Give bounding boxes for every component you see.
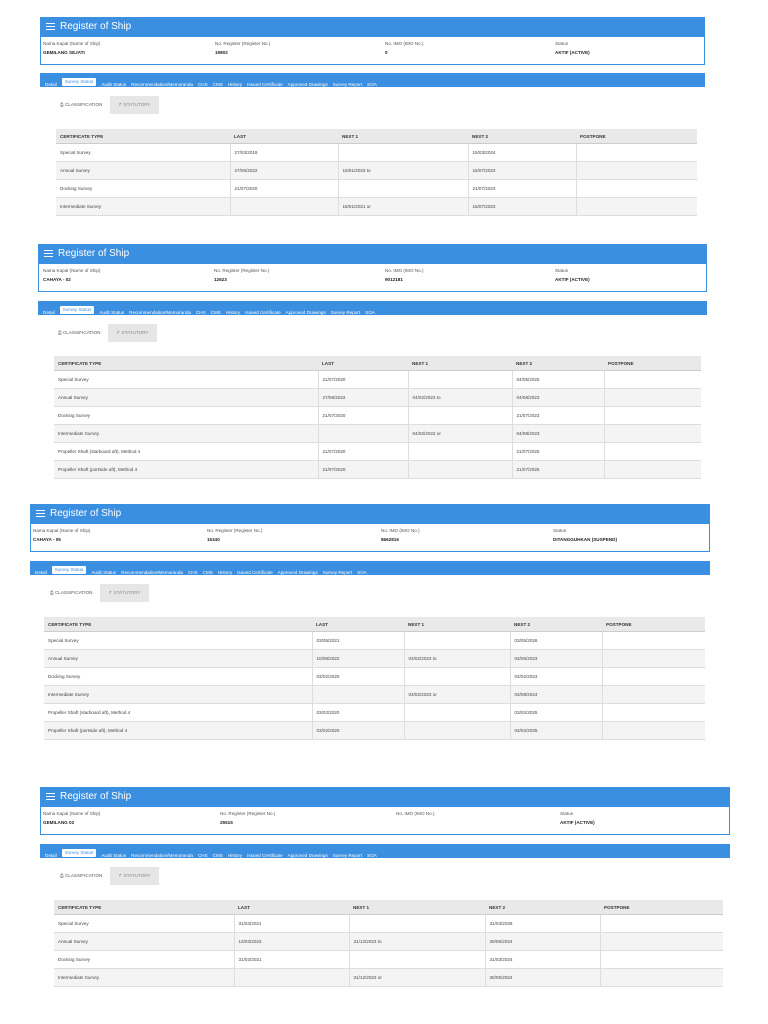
tab-survey-report[interactable]: Survey Report xyxy=(332,82,363,87)
table-row xyxy=(44,668,705,686)
tab-cms[interactable]: CMS xyxy=(212,82,223,87)
classification-button[interactable] xyxy=(52,96,110,114)
register-number-label: No. Register (Register No.) xyxy=(214,268,270,273)
print-icon: ⎙ xyxy=(60,102,65,107)
table-cell xyxy=(602,704,705,722)
share-icon: ↱ xyxy=(108,590,114,595)
table-cell: 03/02/2020 xyxy=(312,704,404,722)
column-header: NEXT 1 xyxy=(349,900,485,915)
tab-issued-certificate[interactable]: Issued Certificate xyxy=(245,310,281,315)
column-header: NEXT 2 xyxy=(485,900,600,915)
table-cell: 04/08/2023 xyxy=(512,425,604,443)
classification-toggle xyxy=(52,93,159,114)
ship-name-cell xyxy=(43,807,100,826)
statutory-label: STATUTORY xyxy=(123,102,151,107)
register-number-cell xyxy=(215,37,270,56)
table-header-row xyxy=(56,129,697,144)
register-title: Register of Ship xyxy=(60,21,132,32)
table-cell: 30/06/2024 xyxy=(485,969,600,987)
table-cell: 04/05/2025 xyxy=(512,371,604,389)
table-row xyxy=(44,632,705,650)
table-cell xyxy=(234,969,349,987)
register-header xyxy=(40,17,705,37)
imo-number-label: No. IMO (IMO No.) xyxy=(381,528,420,533)
tab-audit-status[interactable]: Audit Status xyxy=(99,310,125,315)
tab-bar xyxy=(30,561,710,575)
table-cell: 03/02/2023 or xyxy=(404,686,510,704)
tab-survey-status[interactable]: Survey Status xyxy=(62,78,97,86)
table-header-row xyxy=(54,356,701,371)
table-cell: 31/12/2023 to xyxy=(349,933,485,951)
table-cell xyxy=(602,722,705,740)
register-number-label: No. Register (Register No.) xyxy=(215,41,271,46)
survey-status-content xyxy=(38,315,707,487)
table-cell: 31/03/2026 xyxy=(485,915,600,933)
table-cell xyxy=(338,144,468,162)
table-row xyxy=(54,915,723,933)
table-header-row xyxy=(44,617,705,632)
ship-status-value: AKTIF (ACTIVE) xyxy=(560,820,595,825)
register-header xyxy=(40,787,730,807)
share-icon: ↱ xyxy=(116,330,122,335)
share-icon: ↱ xyxy=(118,102,124,107)
register-number-value: 25515 xyxy=(220,820,233,825)
table-cell xyxy=(600,915,723,933)
tab-recommendation-memoranda[interactable]: Recommendation/Memoranda xyxy=(121,570,183,575)
table-cell: Intermediate Survey xyxy=(44,686,312,704)
table-cell xyxy=(408,461,512,479)
table-cell xyxy=(404,704,510,722)
table-cell: 21/07/2020 xyxy=(230,180,338,198)
register-number-cell xyxy=(214,264,269,283)
table-cell: Annual Survey xyxy=(54,389,318,407)
table-cell xyxy=(576,180,697,198)
ship-status-value: DITANGGUHKAN (SUSPEND) xyxy=(553,537,617,542)
table-cell: Docking Survey xyxy=(54,951,234,969)
imo-number-label: No. IMO (IMO No.) xyxy=(385,41,424,46)
register-title: Register of Ship xyxy=(58,248,130,259)
table-row xyxy=(44,686,705,704)
table-cell xyxy=(602,650,705,668)
classification-label: CLASSIFICATION xyxy=(54,590,93,595)
tab-survey-status[interactable]: Survey Status xyxy=(52,566,87,574)
table-cell xyxy=(408,443,512,461)
table-row xyxy=(56,198,697,216)
table-cell: 03/05/2026 xyxy=(510,632,602,650)
tab-chs[interactable]: CHS xyxy=(195,310,206,315)
table-cell xyxy=(576,162,697,180)
tab-audit-status[interactable]: Audit Status xyxy=(101,82,127,87)
ship-status-value: AKTIF (ACTIVE) xyxy=(555,277,590,282)
classification-button[interactable] xyxy=(52,867,110,885)
table-cell: Propeller Shaft (portside aft), Method 4 xyxy=(54,461,318,479)
table-cell: 03/02/2025 xyxy=(510,722,602,740)
table-cell: 27/06/2022 xyxy=(230,162,338,180)
tab-bar xyxy=(40,844,730,858)
classification-toggle xyxy=(42,581,149,602)
survey-status-table xyxy=(54,356,701,479)
imo-number-value: 0 xyxy=(385,50,388,55)
table-cell: 03/05/2021 xyxy=(312,632,404,650)
ship-name-cell xyxy=(43,264,100,283)
tab-chs[interactable]: CHS xyxy=(187,570,198,575)
table-cell: Propeller Shaft (portside aft), Method 4 xyxy=(44,722,312,740)
ship-name-cell xyxy=(43,37,100,56)
table-cell xyxy=(338,180,468,198)
tab-survey-report[interactable]: Survey Report xyxy=(330,310,361,315)
table-cell: 21/07/2020 xyxy=(318,443,408,461)
ship-info-bar xyxy=(40,807,730,835)
table-cell: 13/03/2023 xyxy=(234,933,349,951)
statutory-button[interactable] xyxy=(110,96,158,114)
tab-bar xyxy=(38,301,707,315)
ship-status-label: Status xyxy=(560,811,574,816)
statutory-button[interactable] xyxy=(108,324,156,342)
ship-name-label: Nama Kapal (Name of Ship) xyxy=(33,528,91,533)
tab-approved-drawings[interactable]: Approved Drawings xyxy=(277,570,318,575)
table-cell: 03/02/2023 to xyxy=(404,650,510,668)
register-title: Register of Ship xyxy=(60,791,132,802)
hamburger-menu-icon[interactable] xyxy=(46,791,55,802)
tab-soa[interactable]: SOA xyxy=(367,82,377,87)
tab-approved-drawings[interactable]: Approved Drawings xyxy=(287,82,328,87)
table-cell: 21/07/2025 xyxy=(512,461,604,479)
tab-chs[interactable]: CHS xyxy=(197,853,208,858)
table-cell: 15/01/2023 to xyxy=(338,162,468,180)
table-cell xyxy=(408,407,512,425)
column-header: CERTIFICATE TYPE xyxy=(54,900,234,915)
table-cell: 04/02/2022 or xyxy=(408,425,512,443)
imo-number-cell xyxy=(396,807,435,819)
table-cell: Intermediate Survey xyxy=(54,969,234,987)
classification-toggle xyxy=(52,864,159,885)
tab-history[interactable]: History xyxy=(217,570,233,575)
statutory-label: STATUTORY xyxy=(123,873,151,878)
table-row xyxy=(56,144,697,162)
ship-name-label: Nama Kapal (Name of Ship) xyxy=(43,41,101,46)
column-header: CERTIFICATE TYPE xyxy=(56,129,230,144)
table-cell: Annual Survey xyxy=(44,650,312,668)
table-cell: 31/03/2021 xyxy=(234,951,349,969)
table-row xyxy=(54,951,723,969)
table-row xyxy=(54,443,701,461)
column-header: NEXT 1 xyxy=(408,356,512,371)
column-header: POSTPONE xyxy=(602,617,705,632)
tab-survey-report[interactable]: Survey Report xyxy=(332,853,363,858)
table-row xyxy=(54,407,701,425)
imo-number-cell xyxy=(385,37,424,56)
ship-info-bar xyxy=(38,264,707,292)
ship-status-label: Status xyxy=(553,528,567,533)
table-cell xyxy=(230,198,338,216)
table-cell: 03/02/2025 xyxy=(510,704,602,722)
table-cell xyxy=(349,951,485,969)
register-title: Register of Ship xyxy=(50,508,122,519)
ship-name-label: Nama Kapal (Name of Ship) xyxy=(43,811,101,816)
ship-info-bar xyxy=(40,37,705,65)
ship-status-cell xyxy=(555,37,590,56)
tab-survey-status[interactable]: Survey Status xyxy=(60,306,95,314)
imo-number-cell xyxy=(381,524,420,543)
tab-survey-status[interactable]: Survey Status xyxy=(62,849,97,857)
tab-cms[interactable]: CMS xyxy=(210,310,221,315)
ship-status-value: AKTIF (ACTIVE) xyxy=(555,50,590,55)
table-cell: 31/03/2024 xyxy=(485,951,600,969)
tab-audit-status[interactable]: Audit Status xyxy=(91,570,117,575)
tab-detail[interactable]: Detail xyxy=(45,853,57,858)
table-cell xyxy=(602,632,705,650)
table-cell: Special Survey xyxy=(54,915,234,933)
tab-cms[interactable]: CMS xyxy=(212,853,223,858)
table-cell xyxy=(604,461,701,479)
table-row xyxy=(56,180,697,198)
table-cell: 03/06/2023 xyxy=(510,650,602,668)
tab-history[interactable]: History xyxy=(227,82,243,87)
survey-status-table xyxy=(56,129,697,216)
imo-number-label: No. IMO (IMO No.) xyxy=(396,811,435,816)
table-cell xyxy=(408,371,512,389)
imo-number-label: No. IMO (IMO No.) xyxy=(385,268,424,273)
survey-status-table xyxy=(44,617,705,740)
table-row xyxy=(56,162,697,180)
ship-status-cell xyxy=(553,524,617,543)
table-cell xyxy=(604,389,701,407)
tab-recommendation-memoranda[interactable]: Recommendation/Memoranda xyxy=(129,310,191,315)
table-cell: Docking Survey xyxy=(44,668,312,686)
statutory-button[interactable] xyxy=(100,584,148,602)
register-number-label: No. Register (Register No.) xyxy=(220,811,276,816)
table-cell: 03/02/2023 xyxy=(510,668,602,686)
table-cell: 21/07/2023 xyxy=(468,180,576,198)
column-header: NEXT 1 xyxy=(338,129,468,144)
print-icon: ⎙ xyxy=(60,873,65,878)
classification-label: CLASSIFICATION xyxy=(64,102,103,107)
register-number-cell xyxy=(207,524,262,543)
ship-name-cell xyxy=(33,524,90,543)
table-cell: Annual Survey xyxy=(56,162,230,180)
hamburger-menu-icon[interactable] xyxy=(36,508,45,519)
table-cell xyxy=(604,371,701,389)
statutory-button[interactable] xyxy=(110,867,158,885)
tab-issued-certificate[interactable]: Issued Certificate xyxy=(237,570,273,575)
ship-info-bar xyxy=(30,524,710,552)
table-cell: 21/07/2020 xyxy=(318,407,408,425)
table-cell: 10/06/2022 xyxy=(312,650,404,668)
table-cell: Docking Survey xyxy=(56,180,230,198)
table-row xyxy=(44,704,705,722)
imo-number-cell xyxy=(385,264,424,283)
survey-status-content xyxy=(40,858,730,998)
tab-detail[interactable]: Detail xyxy=(43,310,55,315)
share-icon: ↱ xyxy=(118,873,124,878)
survey-status-content xyxy=(30,575,710,750)
print-icon: ⎙ xyxy=(58,330,63,335)
ship-name-value: CAHAYA - 05 xyxy=(33,537,61,542)
table-cell xyxy=(602,686,705,704)
table-row xyxy=(44,650,705,668)
table-cell xyxy=(600,969,723,987)
classification-label: CLASSIFICATION xyxy=(64,873,103,878)
table-cell xyxy=(604,425,701,443)
table-cell: 30/06/2024 xyxy=(485,933,600,951)
table-cell: 31/03/2021 xyxy=(234,915,349,933)
column-header: LAST xyxy=(312,617,404,632)
table-cell xyxy=(576,198,697,216)
register-number-cell xyxy=(220,807,275,826)
table-cell: 04/02/2023 to xyxy=(408,389,512,407)
classification-label: CLASSIFICATION xyxy=(62,330,101,335)
table-cell: 03/08/2024 xyxy=(510,686,602,704)
ship-name-value: GEMILANG 02 xyxy=(43,820,75,825)
table-cell: 15/03/2024 xyxy=(468,144,576,162)
tab-survey-report[interactable]: Survey Report xyxy=(322,570,353,575)
ship-status-cell xyxy=(560,807,595,826)
table-cell: 03/02/2020 xyxy=(312,668,404,686)
table-cell: 27/03/2019 xyxy=(230,144,338,162)
print-icon: ⎙ xyxy=(50,590,55,595)
table-cell: 21/07/2023 xyxy=(512,407,604,425)
table-cell xyxy=(602,668,705,686)
table-cell xyxy=(604,443,701,461)
table-cell: 15/01/2021 or xyxy=(338,198,468,216)
hamburger-menu-icon[interactable] xyxy=(46,21,55,32)
table-cell: Special Survey xyxy=(44,632,312,650)
tab-bar xyxy=(40,73,705,87)
table-cell: Special Survey xyxy=(54,371,318,389)
table-cell: 04/08/2023 xyxy=(512,389,604,407)
table-cell: 03/02/2020 xyxy=(312,722,404,740)
table-row xyxy=(54,425,701,443)
column-header: LAST xyxy=(318,356,408,371)
ship-name-value: CAHAYA - 02 xyxy=(43,277,71,282)
table-cell: Annual Survey xyxy=(54,933,234,951)
tab-history[interactable]: History xyxy=(225,310,241,315)
hamburger-menu-icon[interactable] xyxy=(44,248,53,259)
table-cell: 15/07/2023 xyxy=(468,198,576,216)
table-cell: Intermediate Survey xyxy=(54,425,318,443)
ship-name-value: GEMILANG SEJATI xyxy=(43,50,85,55)
table-header-row xyxy=(54,900,723,915)
register-header xyxy=(38,244,707,264)
register-number-value: 15340 xyxy=(207,537,220,542)
column-header: LAST xyxy=(234,900,349,915)
tab-approved-drawings[interactable]: Approved Drawings xyxy=(287,853,328,858)
table-row xyxy=(54,969,723,987)
column-header: NEXT 2 xyxy=(510,617,602,632)
register-number-value: 12623 xyxy=(214,277,227,282)
column-header: POSTPONE xyxy=(604,356,701,371)
classification-button[interactable] xyxy=(42,584,100,602)
imo-number-value: 9012181 xyxy=(385,277,403,282)
column-header: CERTIFICATE TYPE xyxy=(44,617,312,632)
tab-recommendation-memoranda[interactable]: Recommendation/Memoranda xyxy=(131,82,193,87)
tab-issued-certificate[interactable]: Issued Certificate xyxy=(247,853,283,858)
tab-detail[interactable]: Detail xyxy=(35,570,47,575)
table-cell xyxy=(312,686,404,704)
table-cell: Docking Survey xyxy=(54,407,318,425)
column-header: NEXT 2 xyxy=(512,356,604,371)
table-cell xyxy=(604,407,701,425)
tab-issued-certificate[interactable]: Issued Certificate xyxy=(247,82,283,87)
tab-chs[interactable]: CHS xyxy=(197,82,208,87)
table-cell: Special Survey xyxy=(56,144,230,162)
statutory-label: STATUTORY xyxy=(113,590,141,595)
column-header: LAST xyxy=(230,129,338,144)
table-cell xyxy=(600,933,723,951)
table-cell xyxy=(318,425,408,443)
table-cell xyxy=(600,951,723,969)
table-cell xyxy=(404,722,510,740)
table-row xyxy=(54,389,701,407)
column-header: CERTIFICATE TYPE xyxy=(54,356,318,371)
tab-soa[interactable]: SOA xyxy=(365,310,375,315)
tab-cms[interactable]: CMS xyxy=(202,570,213,575)
tab-approved-drawings[interactable]: Approved Drawings xyxy=(285,310,326,315)
table-row xyxy=(54,371,701,389)
table-cell xyxy=(404,668,510,686)
table-cell: Intermediate Survey xyxy=(56,198,230,216)
register-header xyxy=(30,504,710,524)
tab-soa[interactable]: SOA xyxy=(357,570,367,575)
column-header: POSTPONE xyxy=(576,129,697,144)
table-row xyxy=(54,933,723,951)
table-row xyxy=(54,461,701,479)
table-cell: Propeller Shaft (starboard aft), Method 4 xyxy=(44,704,312,722)
ship-name-label: Nama Kapal (Name of Ship) xyxy=(43,268,101,273)
statutory-label: STATUTORY xyxy=(121,330,149,335)
register-number-label: No. Register (Register No.) xyxy=(207,528,263,533)
register-number-value: 19802 xyxy=(215,50,228,55)
table-row xyxy=(44,722,705,740)
tab-audit-status[interactable]: Audit Status xyxy=(101,853,127,858)
tab-recommendation-memoranda[interactable]: Recommendation/Memoranda xyxy=(131,853,193,858)
table-cell: 21/07/2020 xyxy=(318,371,408,389)
tab-history[interactable]: History xyxy=(227,853,243,858)
ship-status-label: Status xyxy=(555,268,569,273)
table-cell xyxy=(349,915,485,933)
table-cell xyxy=(576,144,697,162)
imo-number-value: 8662816 xyxy=(381,537,399,542)
column-header: NEXT 2 xyxy=(468,129,576,144)
ship-status-cell xyxy=(555,264,590,283)
survey-status-table xyxy=(54,900,723,987)
tab-detail[interactable]: Detail xyxy=(45,82,57,87)
table-cell: 21/07/2020 xyxy=(318,461,408,479)
table-cell: 27/06/2022 xyxy=(318,389,408,407)
table-cell: Propeller Shaft (starboard aft), Method 4 xyxy=(54,443,318,461)
tab-soa[interactable]: SOA xyxy=(367,853,377,858)
classification-toggle xyxy=(50,321,157,342)
ship-status-label: Status xyxy=(555,41,569,46)
table-cell xyxy=(404,632,510,650)
column-header: POSTPONE xyxy=(600,900,723,915)
classification-button[interactable] xyxy=(50,324,108,342)
table-cell: 15/07/2023 xyxy=(468,162,576,180)
survey-status-content xyxy=(40,87,705,219)
column-header: NEXT 1 xyxy=(404,617,510,632)
table-cell: 31/12/2022 or xyxy=(349,969,485,987)
table-cell: 21/07/2025 xyxy=(512,443,604,461)
